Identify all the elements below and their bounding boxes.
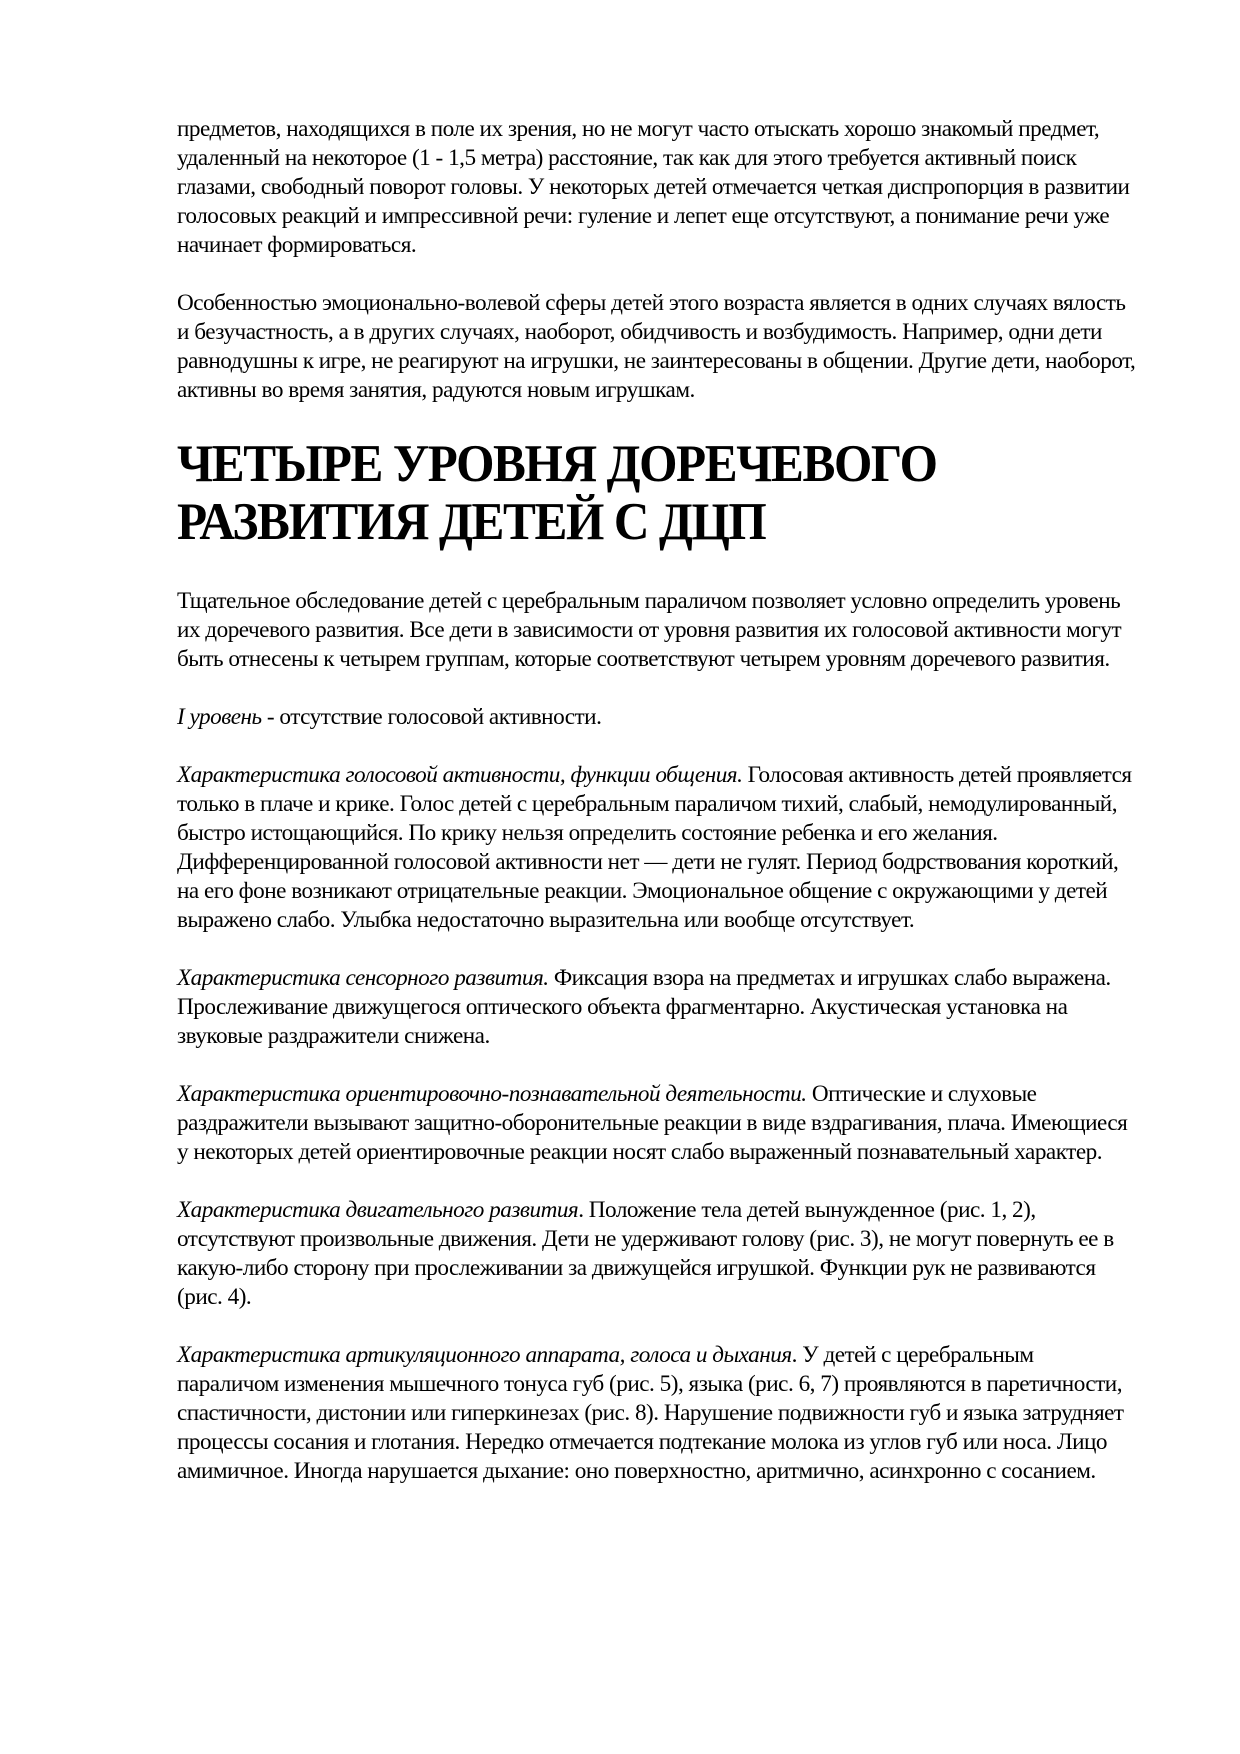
level-line [177,703,1137,732]
section-title: Характеристика артикуляционного аппарата, голоса и дыхания [177,1342,792,1368]
section-text: . У детей с церебральным параличом изменения мышечного тонуса губ (рис. 5), языка (рис. 6, 7) проявляются в паретичности, спастичности, дистонии или гиперкинезах (рис. 8). Нарушение подвижности губ и языка затрудняет процессы сосания и глотания. Нередко отмечается подтекание молока из углов губ или носа. Лицо амимичное. Иногда нарушается дыхание: оно поверхностно, аритмично, асинхронно с сосанием. [177,1342,1124,1484]
paragraph-intro-1: предметов, находящихся в поле их зрения, но не могут часто отыскать хорошо знакомый предмет, удаленный на некоторое (1 - 1,5 метра) расстояние, так как для этого требуется активный поиск глазами, свободный поворот головы. У некоторых детей отмечается четкая диспропорция в развитии голосовых реакций и импрессивной речи: гуление и лепет еще отсутствуют, а понимание речи уже начинает формироваться. [177,116,1130,258]
section-sensory [177,964,1137,1051]
section-text: Оптические и слуховые раздражители вызывают защитно-оборонительные реакции в виде вздрагивания, плача. Имеющиеся у некоторых детей ориентировочные реакции носят слабо выраженный познавательный характер. [177,1081,1128,1165]
section-articulation [177,1341,1137,1486]
section-text: Фиксация взора на предметах и игрушках слабо выражена. Прослеживание движущегося оптического объекта фрагментарно. Акустическая установка на звуковые раздражители снижена. [177,965,1111,1049]
section-heading: ЧЕТЫРЕ УРОВНЯ ДОРЕЧЕВОГО РАЗВИТИЯ ДЕТЕЙ С ДЦП [177,435,937,551]
section-voice [177,761,1137,935]
section-text: Голосовая активность детей проявляется только в плаче и крике. Голос детей с церебральным параличом тихий, слабый, немодулированный, быстро истощающийся. По крику нельзя определить состояние ребенка и его желания. Дифференцированной голосовой активности нет — дети не гулят. Период бодрствования короткий, на его фоне возникают отрицательные реакции. Эмоциональное общение с окружающими у детей выражено слабо. Улыбка недостаточно выразительна или вообще отсутствует. [177,762,1132,933]
section-title: Характеристика сенсорного развития. [177,965,549,991]
section-title: Характеристика двигательного развития [177,1197,579,1223]
level-label: I уровень [177,704,262,730]
paragraph-overview: Тщательное обследование детей с церебральным параличом позволяет условно определить уровень их доречевого развития. Все дети в зависимости от уровня развития их голосовой активности могут быть отнесены к четырем группам, которые соответствуют четырем уровням доречевого развития. [177,588,1122,672]
document-page [177,115,1137,1515]
section-text: . Положение тела детей вынужденное (рис. 1, 2), отсутствуют произвольные движения. Дети не удерживают голову (рис. 3), не могут повернуть ее в какую-либо сторону при прослеживании за движущейся игрушкой. Функции рук не развиваются (рис. 4). [177,1197,1114,1310]
section-title: Характеристика ориентировочно-познавательной деятельности. [177,1081,807,1107]
section-motor [177,1196,1137,1312]
level-text: - отсутствие голосовой активности. [261,704,602,730]
section-title: Характеристика голосовой активности, функции общения. [177,762,743,788]
section-cognitive [177,1080,1137,1167]
paragraph-intro-2: Особенностью эмоционально-волевой сферы детей этого возраста является в одних случаях вялость и безучастность, а в других случаях, наоборот, обидчивость и возбудимость. Например, одни дети равнодушны к игре, не реагируют на игрушки, не заинтересованы в общении. Другие дети, наоборот, активны во время занятия, радуются новым игрушкам. [177,290,1136,403]
